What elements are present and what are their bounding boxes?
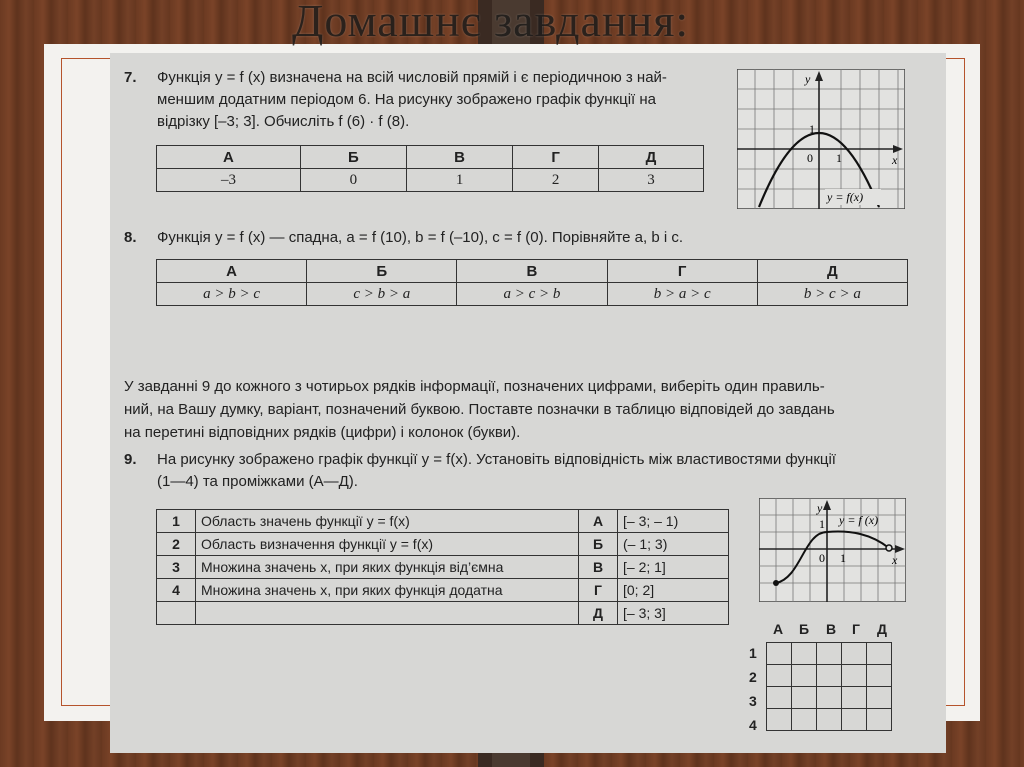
answer-cell[interactable] [842, 709, 867, 731]
matching-row [157, 602, 729, 625]
row-interval: (– 1; 3) [618, 533, 729, 556]
answer-grid-row [767, 709, 892, 731]
task7-graph [737, 69, 905, 209]
task7-opt-letter: А [157, 146, 301, 169]
answer-col-label: В [826, 621, 837, 637]
row-property [196, 602, 579, 625]
answer-row-label: 4 [749, 717, 757, 733]
graph-frame [759, 498, 906, 602]
answer-cell[interactable] [767, 687, 792, 709]
answer-grid-rows [749, 645, 757, 741]
row-letter: Г [579, 579, 618, 602]
task9-matching-table [156, 509, 729, 625]
task8-opt-value: a > b > c [157, 283, 307, 306]
row-letter: В [579, 556, 618, 579]
unit-y-label: 1 [819, 517, 825, 531]
task9-instructions [124, 375, 835, 444]
answer-cell[interactable] [792, 687, 817, 709]
answer-row-label: 3 [749, 693, 757, 709]
row-interval: [– 3; 3] [618, 602, 729, 625]
matching-row [157, 556, 729, 579]
answer-cell[interactable] [817, 709, 842, 731]
answer-cell[interactable] [792, 709, 817, 731]
task7-text [124, 67, 724, 130]
answer-col-label: Д [877, 621, 887, 637]
worksheet-scan [110, 53, 946, 753]
task8-opt-letter: В [457, 260, 607, 283]
task9-number: 9. [124, 451, 137, 468]
row-interval: [– 2; 1] [618, 556, 729, 579]
row-number: 1 [157, 510, 196, 533]
task7-options-values [157, 169, 704, 192]
unit-y-label: 1 [809, 122, 815, 136]
answer-cell[interactable] [867, 665, 892, 687]
row-number: 2 [157, 533, 196, 556]
task7-line1: Функція y = f (x) визначена на всій числовій прямій і є періодичною з най- [157, 69, 667, 86]
task8-opt-value: a > c > b [457, 283, 607, 306]
row-property: Множина значень x, при яких функція додатна [196, 579, 579, 602]
row-letter: А [579, 510, 618, 533]
row-interval: [0; 2] [618, 579, 729, 602]
answer-cell[interactable] [792, 665, 817, 687]
x-axis-label: x [892, 553, 898, 567]
task7-opt-value: –3 [157, 169, 301, 192]
task7-opt-letter: Д [598, 146, 703, 169]
task7-opt-letter: В [406, 146, 513, 169]
endpoint-closed [773, 580, 779, 586]
endpoint-open [886, 545, 892, 551]
task8-opt-value: c > b > a [307, 283, 457, 306]
graph-frame [737, 69, 905, 209]
task8-options-table [156, 259, 908, 306]
row-interval: [– 3; – 1) [618, 510, 729, 533]
answer-row-label: 1 [749, 645, 757, 661]
instructions-line3: на перетині відповідних рядків (цифри) і колонок (букви). [124, 424, 521, 441]
task7-line2: меншим додатним періодом 6. На рисунку зображено графік функції на [157, 91, 656, 108]
slide-title: Домашнє завдання: [292, 0, 690, 46]
row-letter: Д [579, 602, 618, 625]
answer-cell[interactable] [842, 665, 867, 687]
task8-opt-letter: А [157, 260, 307, 283]
x-axis-label: x [892, 153, 898, 167]
function-label: y = f(x) [827, 190, 864, 204]
answer-cell[interactable] [792, 643, 817, 665]
answer-cell[interactable] [817, 643, 842, 665]
row-property: Область визначення функції y = f(x) [196, 533, 579, 556]
task9-line1: На рисунку зображено графік функції y = f(x). Установіть відповідність між властивостями функції [157, 451, 836, 468]
answer-row-label: 2 [749, 669, 757, 685]
answer-grid-row [767, 687, 892, 709]
instructions-line1: У завданні 9 до кожного з чотирьох рядків інформації, позначених цифрами, виберіть один правиль- [124, 378, 825, 395]
task7-opt-value: 1 [406, 169, 513, 192]
y-axis-label: y [805, 72, 811, 86]
answer-col-label: А [773, 621, 784, 637]
answer-cell[interactable] [842, 687, 867, 709]
task8-statement: Функція y = f (x) — спадна, a = f (10), b = f (–10), c = f (0). Порівняйте a, b і c. [157, 229, 684, 246]
instructions-line2: ний, на Вашу думку, варіант, позначений буквою. Поставте позначки в таблицю відповідей до завдань [124, 401, 835, 418]
unit-x-label: 1 [836, 151, 842, 165]
y-axis-label: y [817, 501, 823, 515]
matching-row [157, 533, 729, 556]
row-property: Область значень функції y = f(x) [196, 510, 579, 533]
answer-cell[interactable] [767, 643, 792, 665]
task8-options-values [157, 283, 908, 306]
answer-cell[interactable] [867, 709, 892, 731]
answer-grid-row [767, 665, 892, 687]
answer-col-label: Б [799, 621, 810, 637]
answer-cell[interactable] [767, 709, 792, 731]
task7-options-header [157, 146, 704, 169]
task8-options-header [157, 260, 908, 283]
task7-opt-letter: Г [513, 146, 599, 169]
answer-cell[interactable] [867, 643, 892, 665]
answer-cell[interactable] [867, 687, 892, 709]
task8-text [124, 227, 684, 249]
task7-line3: відрізку [–3; 3]. Обчисліть f (6) · f (8). [157, 113, 410, 130]
unit-x-label: 1 [840, 551, 846, 565]
task9-line2: (1—4) та проміжками (А—Д). [157, 473, 358, 490]
origin-label: 0 [807, 151, 813, 165]
answer-col-label: Г [852, 621, 860, 637]
task7-opt-value: 0 [300, 169, 406, 192]
task9-graph [759, 498, 906, 602]
task7-opt-value: 2 [513, 169, 599, 192]
task8-number: 8. [124, 229, 137, 246]
task7-opt-letter: Б [300, 146, 406, 169]
task7-options-table [156, 145, 704, 192]
task8-opt-value: b > a > c [607, 283, 757, 306]
task7-opt-value: 3 [598, 169, 703, 192]
row-number: 3 [157, 556, 196, 579]
matching-row [157, 510, 729, 533]
row-letter: Б [579, 533, 618, 556]
task8-opt-value: b > c > a [757, 283, 907, 306]
answer-cell[interactable] [817, 687, 842, 709]
row-property: Множина значень x, при яких функція від’ємна [196, 556, 579, 579]
answer-grid [766, 642, 892, 731]
answer-cell[interactable] [767, 665, 792, 687]
function-label: y = f (x) [839, 513, 879, 527]
answer-grid-row [767, 643, 892, 665]
matching-row [157, 579, 729, 602]
answer-cell[interactable] [842, 643, 867, 665]
answer-cell[interactable] [817, 665, 842, 687]
task8-opt-letter: Г [607, 260, 757, 283]
row-number [157, 602, 196, 625]
task8-opt-letter: Д [757, 260, 907, 283]
origin-label: 0 [819, 551, 825, 565]
task8-opt-letter: Б [307, 260, 457, 283]
task9-text [124, 449, 836, 490]
row-number: 4 [157, 579, 196, 602]
task7-number: 7. [124, 69, 137, 86]
